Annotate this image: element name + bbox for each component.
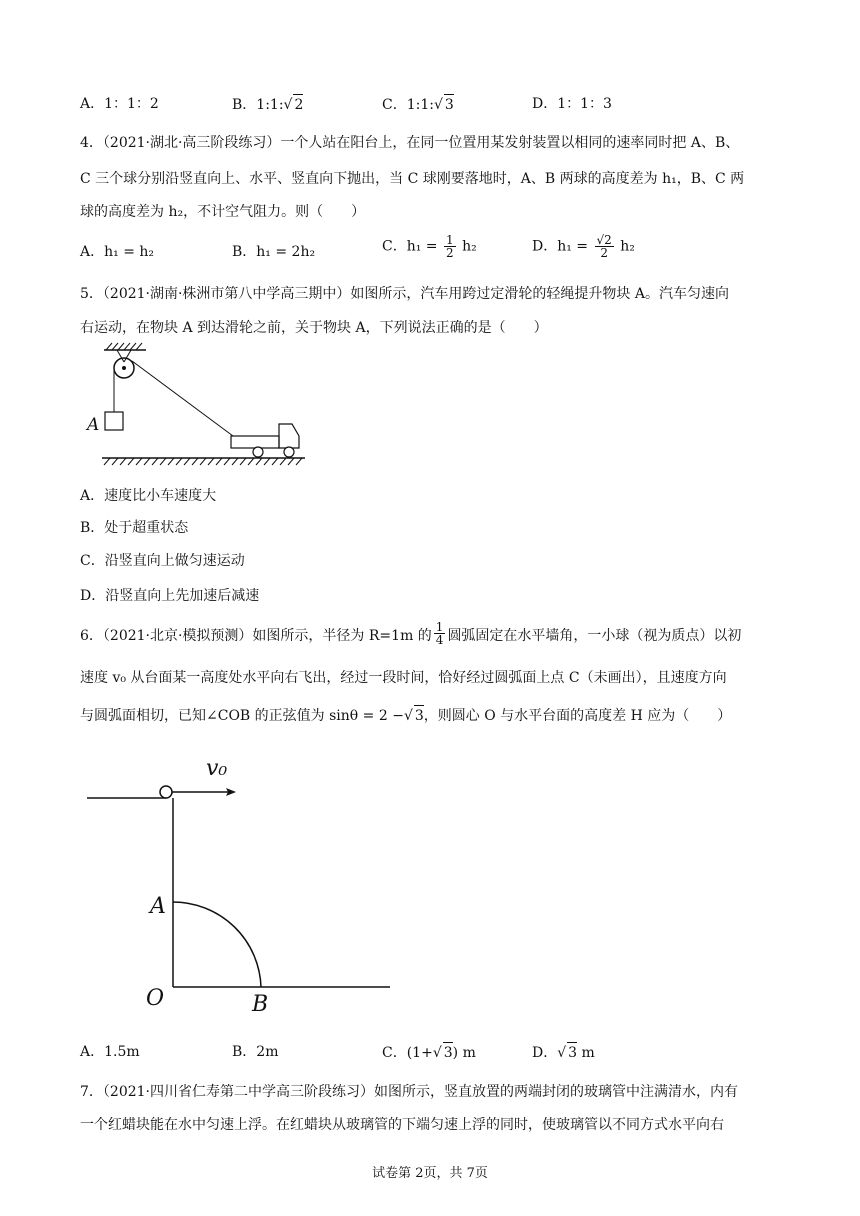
point-b-label: B [252, 992, 269, 1017]
q3-option-b: B．1:1:√ 2 [232, 94, 303, 115]
truck-wheel-front [284, 447, 294, 457]
q4-line-3: 球的高度差为 h₂，不计空气阻力。则（ ） [80, 204, 366, 220]
q6-line-1: 6．（2021·北京·模拟预测）如图所示，半径为 R=1m 的 $\frac{1}{4}$ 圆弧固定在水平墙角，一小球（视为质点）以初 [80, 619, 742, 647]
q5-option-a: A．速度比小车速度大 [80, 488, 217, 504]
q6-option-a: A．1.5m [80, 1044, 140, 1060]
q6-option-b: B．2m [232, 1044, 279, 1060]
q3-option-a: A．1：1：2 [80, 96, 159, 112]
v0-label: v₀ [206, 756, 228, 781]
q6-line-3: 与圆弧面相切，已知∠COB 的正弦值为 sinθ = 2 −√ 3，则圆心 O 与水平台面的高度差 H 应为（ ） [80, 705, 731, 726]
q6-figure-arc-wall [80, 745, 400, 1025]
q5-line-1: 5．（2021·湖南·株洲市第八中学高三期中）如图所示，汽车用跨过定滑轮的轻绳提升物块 A。汽车匀速向 [80, 286, 729, 302]
truck-bed [231, 436, 279, 448]
page-footer: 试卷第 2页，共 7页 [372, 1166, 488, 1181]
block-a [105, 412, 123, 430]
q4-option-d: D．h₁ = $\frac{√2}{2}$ h₂ [532, 233, 635, 260]
q7-line-2: 一个红蜡块能在水中匀速上浮。在红蜡块从玻璃管的下端匀速上浮的同时，使玻璃管以不同方式水平向右 [80, 1117, 724, 1133]
q6-option-c: C．(1+√ 3) m [382, 1042, 476, 1063]
q4-option-b: B．h₁ = 2h₂ [232, 244, 316, 260]
q3-option-d: D．1：1：3 [532, 96, 612, 112]
truck-cab [279, 424, 299, 448]
q4-line-2: C 三个球分别沿竖直向上、水平、竖直向下抛出，当 C 球刚要落地时，A、B 两球的高度差为 h₁，B、C 两 [80, 171, 745, 187]
q4-line-1: 4．（2021·湖北·高三阶段练习）一个人站在阳台上，在同一位置用某发射装置以相同的速率同时把 A、B、 [80, 135, 740, 151]
q3-option-c: C．1:1:√ 3 [382, 94, 454, 115]
q5-option-c: C．沿竖直向上做匀速运动 [80, 553, 245, 569]
q4-option-c: C．h₁ = $\frac{1}{2}$ h₂ [382, 233, 477, 260]
q5-line-2: 右运动，在物块 A 到达滑轮之前，关于物块 A，下列说法正确的是（ ） [80, 320, 548, 336]
q5-figure-truck-pulley [80, 340, 320, 475]
point-o-label: O [146, 986, 165, 1011]
ball-icon [160, 786, 172, 798]
point-a-label: A [150, 894, 166, 919]
q6-option-d: D．√ 3 m [532, 1042, 595, 1063]
q4-option-a: A．h₁ = h₂ [80, 244, 154, 260]
quarter-arc [173, 902, 261, 987]
truck-wheel-rear [253, 447, 263, 457]
block-a-label: A [87, 415, 100, 435]
q5-option-b: B．处于超重状态 [80, 520, 189, 536]
q5-option-d: D．沿竖直向上先加速后减速 [80, 588, 260, 604]
q6-line-2: 速度 v₀ 从台面某一高度处水平向右飞出，经过一段时间，恰好经过圆弧面上点 C（未画出），且速度方向 [80, 670, 727, 686]
q7-line-1: 7．（2021·四川省仁寿第二中学高三阶段练习）如图所示，竖直放置的两端封闭的玻璃管中注满清水，内有 [80, 1084, 738, 1100]
